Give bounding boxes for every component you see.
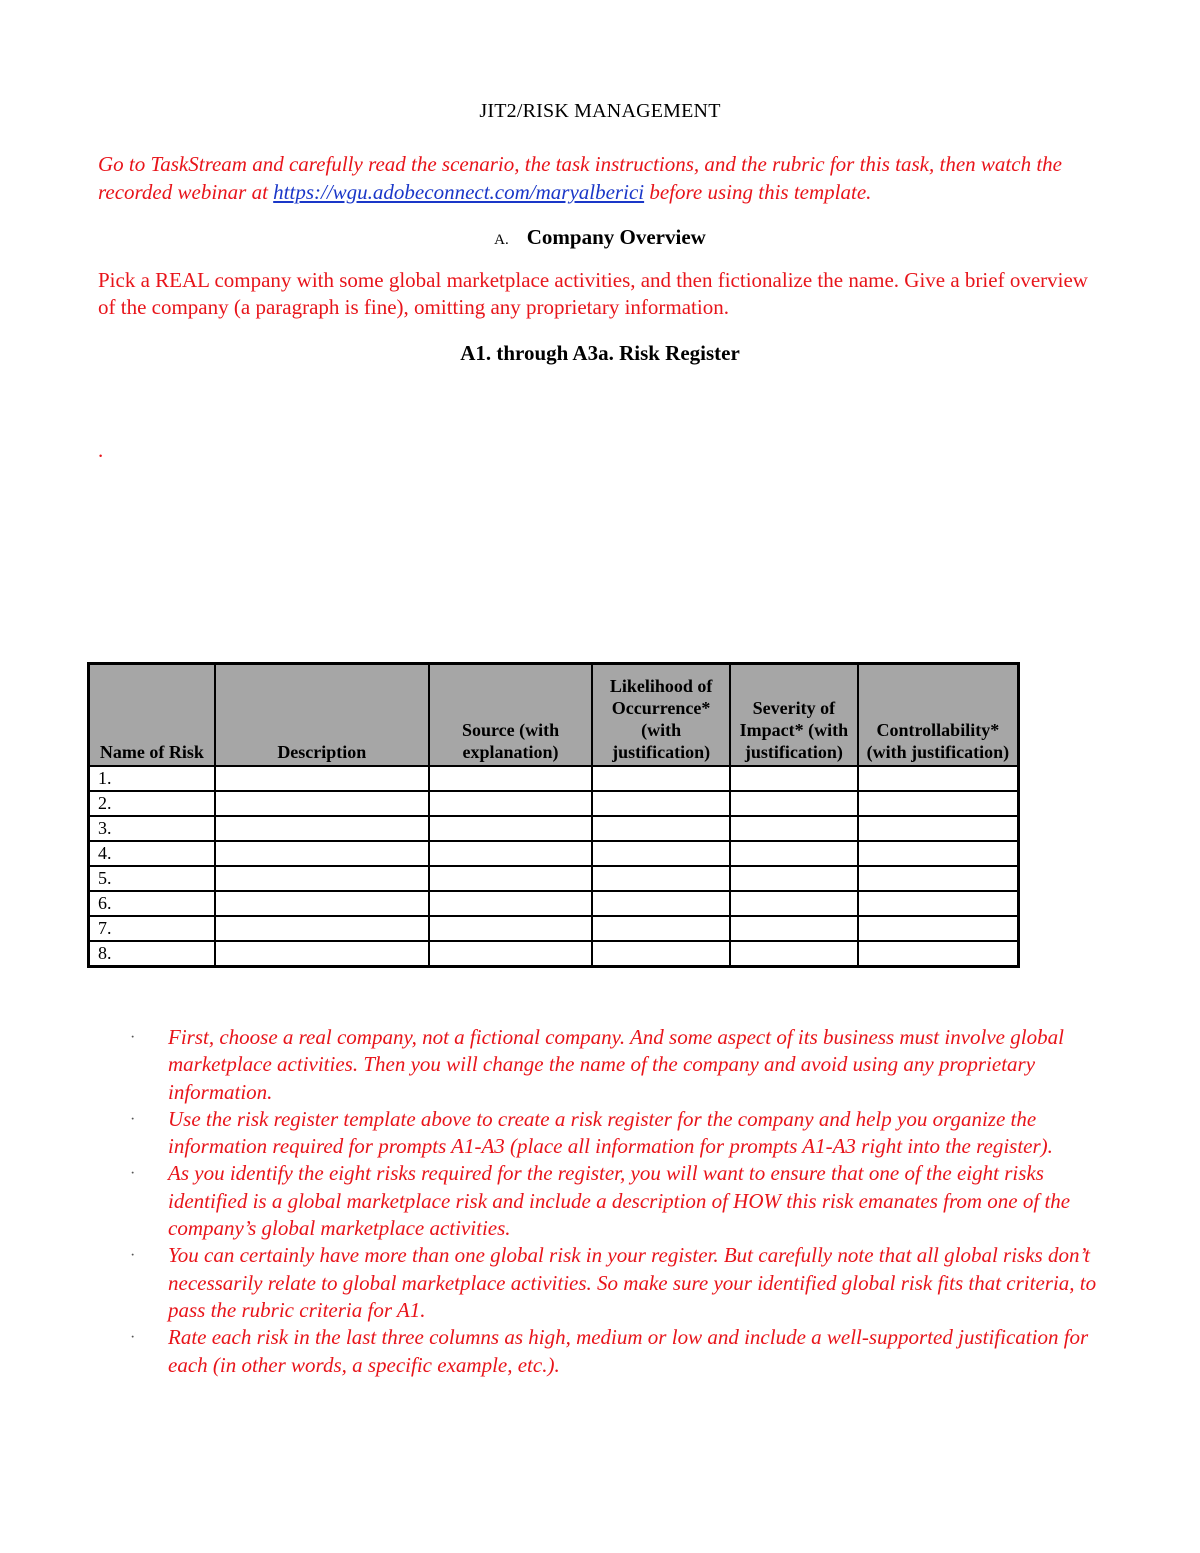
- note-text: Use the risk register template above to create a risk register for the company and help you organize the information required for prompts A1-A3 (place all information for prompts A1-A3 right into the register).: [168, 1106, 1053, 1159]
- section-a-title: Company Overview: [526, 225, 706, 249]
- header-likelihood: Likelihood of Occurrence* (with justification): [592, 664, 730, 767]
- list-item: [130, 1242, 1110, 1324]
- likelihood-cell[interactable]: [592, 891, 730, 916]
- bullet-icon: ·: [130, 1165, 136, 1183]
- likelihood-cell[interactable]: [592, 841, 730, 866]
- bullet-icon: ·: [130, 1247, 136, 1265]
- controllability-cell[interactable]: [858, 791, 1019, 816]
- description-cell[interactable]: [215, 766, 429, 791]
- likelihood-cell[interactable]: [592, 941, 730, 967]
- note-text: You can certainly have more than one global risk in your register. But carefully note that all global risks don’t necessarily relate to global marketplace activities. So make sure your identified global risk fits that criteria, to pass the rubric criteria for A1.: [168, 1243, 1097, 1322]
- source-cell[interactable]: [429, 791, 592, 816]
- intro-text-after: before using this template.: [644, 180, 872, 204]
- table-row: [89, 916, 1019, 941]
- description-cell[interactable]: [215, 866, 429, 891]
- likelihood-cell[interactable]: [592, 866, 730, 891]
- source-cell[interactable]: [429, 916, 592, 941]
- table-row: [89, 941, 1019, 967]
- risk-register-table: [87, 662, 1020, 968]
- table-row: [89, 891, 1019, 916]
- likelihood-cell[interactable]: [592, 816, 730, 841]
- severity-cell[interactable]: [730, 791, 858, 816]
- header-description: Description: [215, 664, 429, 767]
- likelihood-cell[interactable]: [592, 791, 730, 816]
- note-text: First, choose a real company, not a fictional company. And some aspect of its business must involve global marketplace activities. Then you will change the name of the company and avoid using any proprietary information.: [168, 1025, 1064, 1104]
- source-cell[interactable]: [429, 866, 592, 891]
- severity-cell[interactable]: [730, 766, 858, 791]
- risk-register-heading: A1. through A3a. Risk Register: [460, 341, 740, 365]
- intro-instructions: [98, 150, 1108, 206]
- controllability-cell[interactable]: [858, 766, 1019, 791]
- table-header-row: [89, 664, 1019, 767]
- controllability-cell[interactable]: [858, 941, 1019, 967]
- source-cell[interactable]: [429, 891, 592, 916]
- header-name-of-risk: Name of Risk: [89, 664, 215, 767]
- likelihood-cell[interactable]: [592, 766, 730, 791]
- row-number: 1.: [89, 766, 215, 791]
- note-text: Rate each risk in the last three columns as high, medium or low and include a well-supported justification for each (in other words, a specific example, etc.).: [168, 1325, 1089, 1377]
- webinar-link[interactable]: https://wgu.adobeconnect.com/maryalberici: [273, 180, 645, 204]
- row-number: 7.: [89, 916, 215, 941]
- table-row: [89, 866, 1019, 891]
- description-cell[interactable]: [215, 941, 429, 967]
- list-item: [130, 1106, 1110, 1161]
- description-cell[interactable]: [215, 916, 429, 941]
- row-number: 6.: [89, 891, 215, 916]
- header-source: Source (with explanation): [429, 664, 592, 767]
- section-a-letter: A.: [494, 232, 509, 248]
- list-item: [130, 1160, 1110, 1242]
- row-number: 8.: [89, 941, 215, 967]
- instruction-notes-list: [130, 1024, 1110, 1379]
- document-title: JIT2/RISK MANAGEMENT: [479, 100, 721, 122]
- description-cell[interactable]: [215, 891, 429, 916]
- severity-cell[interactable]: [730, 916, 858, 941]
- controllability-cell[interactable]: [858, 866, 1019, 891]
- note-text: As you identify the eight risks required for the register, you will want to ensure that one of the eight risks identified is a global marketplace risk and include a description of HOW this risk emanates from one of the company’s global marketplace activities.: [168, 1161, 1071, 1241]
- severity-cell[interactable]: [730, 891, 858, 916]
- severity-cell[interactable]: [730, 866, 858, 891]
- list-item: [130, 1024, 1110, 1106]
- description-cell[interactable]: [215, 816, 429, 841]
- row-number: 5.: [89, 866, 215, 891]
- controllability-cell[interactable]: [858, 916, 1019, 941]
- header-severity: Severity of Impact* (with justification): [730, 664, 858, 767]
- stray-period: .: [98, 438, 104, 462]
- controllability-cell[interactable]: [858, 816, 1019, 841]
- row-number: 2.: [89, 791, 215, 816]
- intro-text-before: Go to TaskStream and carefully read the scenario, the task instructions, and the rubric for this task, then watch the recorded webinar at: [98, 152, 1062, 204]
- source-cell[interactable]: [429, 941, 592, 967]
- severity-cell[interactable]: [730, 816, 858, 841]
- description-cell[interactable]: [215, 841, 429, 866]
- bullet-icon: ·: [130, 1029, 136, 1046]
- likelihood-cell[interactable]: [592, 916, 730, 941]
- section-a-heading: [0, 225, 1200, 250]
- controllability-cell[interactable]: [858, 841, 1019, 866]
- source-cell[interactable]: [429, 816, 592, 841]
- table-row: [89, 841, 1019, 866]
- table-row: [89, 766, 1019, 791]
- bullet-icon: ·: [130, 1329, 136, 1347]
- row-number: 3.: [89, 816, 215, 841]
- bullet-icon: ·: [130, 1110, 136, 1128]
- source-cell[interactable]: [429, 766, 592, 791]
- description-cell[interactable]: [215, 791, 429, 816]
- severity-cell[interactable]: [730, 941, 858, 967]
- row-number: 4.: [89, 841, 215, 866]
- company-overview-instructions: Pick a REAL company with some global marketplace activities, and then fictionalize the name. Give a brief overview of the company (a paragraph is fine), omitting any proprietary information.: [98, 268, 1088, 319]
- source-cell[interactable]: [429, 841, 592, 866]
- table-row: [89, 816, 1019, 841]
- severity-cell[interactable]: [730, 841, 858, 866]
- controllability-cell[interactable]: [858, 891, 1019, 916]
- table-row: [89, 791, 1019, 816]
- header-controllability: Controllability* (with justification): [858, 664, 1019, 767]
- list-item: [130, 1324, 1110, 1379]
